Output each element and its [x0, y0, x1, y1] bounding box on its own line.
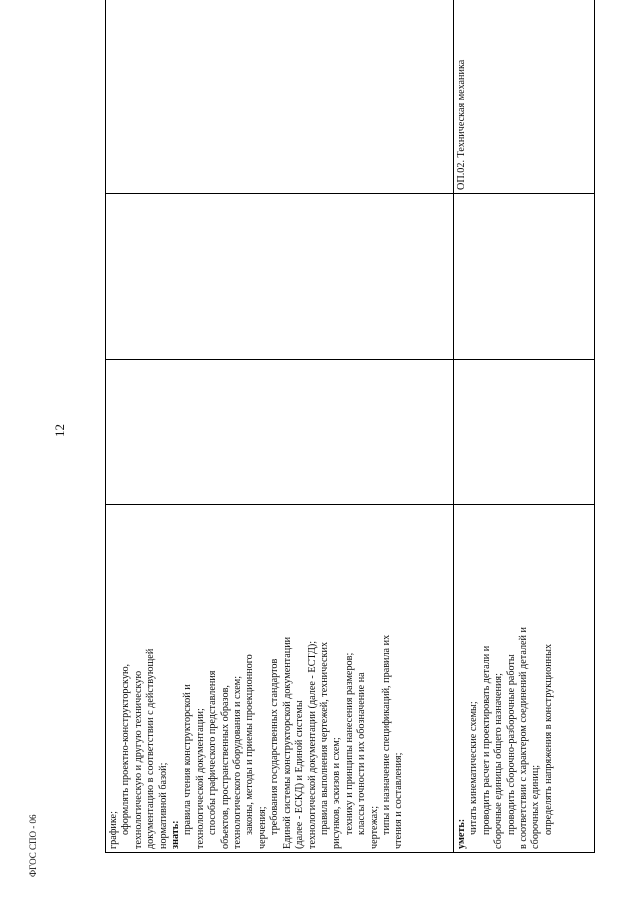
- text-line: проводить расчет и проектировать детали и: [480, 645, 492, 835]
- competence-table: [105, 0, 595, 853]
- text-line: графике;: [108, 811, 119, 849]
- empty-cell: [106, 0, 454, 194]
- text-line: уметь:: [456, 818, 467, 849]
- text-line: в соответствии с характером соединений деталей и: [518, 627, 530, 849]
- discipline-cell: [454, 0, 595, 194]
- empty-cell: [454, 360, 595, 505]
- page-number: 12: [52, 424, 67, 437]
- text-line: читать кинематические схемы;: [468, 701, 480, 835]
- text-line: технологической документации (далее - ЕСТД);: [306, 640, 318, 849]
- text-line: (далее - ЕСКД) и Единой системы: [294, 700, 306, 849]
- empty-cell: [106, 194, 454, 360]
- empty-cell: [106, 360, 454, 505]
- footer-code: ФГОС СПО - 06: [28, 814, 38, 877]
- text-line: чтения и составления;: [393, 752, 405, 849]
- text-line: нормативной базой;: [157, 762, 169, 849]
- text-line: рисунков, эскизов и схем;: [331, 737, 343, 849]
- text-line: технологической документации;: [194, 708, 206, 849]
- text-line: знать:: [170, 820, 182, 849]
- text-line: требования государственных стандартов: [269, 658, 281, 835]
- text-line: черчения;: [256, 806, 268, 849]
- text-line: чертежах;: [368, 805, 380, 849]
- text-line: классы точности и их обозначение на: [356, 672, 368, 835]
- text-line: типы и назначение спецификаций, правила их: [380, 634, 392, 835]
- text-line: объектов, пространственных образов,: [219, 685, 231, 849]
- text-line: способы графического представления: [207, 670, 219, 835]
- text-line: сборочные единицы общего назначения;: [493, 673, 505, 849]
- text-line: оформлять проектно-конструкторскую,: [120, 663, 132, 835]
- text-line: правила выполнения чертежей, технических: [318, 641, 330, 835]
- text-line: документацию в соответствии с действующей: [145, 648, 157, 849]
- text-line: технику и принципы нанесения размеров;: [343, 652, 355, 835]
- knowledge-cell-top: [106, 505, 454, 853]
- rotated-table-area: [105, 40, 588, 853]
- text-line: технологического оборудования и схем;: [232, 675, 244, 849]
- skills-cell: [454, 505, 595, 853]
- text-line: Единой системы конструкторской документации: [281, 636, 293, 849]
- text-line: определять напряжения в конструкционных: [542, 643, 554, 835]
- text-line: проводить сборочно-разборочные работы: [505, 654, 517, 835]
- text-line: правила чтения конструкторской и: [182, 684, 194, 835]
- text-line: технологическую и другую техническую: [132, 670, 144, 849]
- text-line: сборочных единиц;: [530, 764, 542, 849]
- text-line: законы, методы и приемы проекционного: [244, 654, 256, 835]
- empty-cell: [454, 194, 595, 360]
- table-row: [454, 0, 595, 853]
- discipline-name: ОП.02. Техническая механика: [456, 59, 467, 190]
- table-row: [106, 0, 454, 853]
